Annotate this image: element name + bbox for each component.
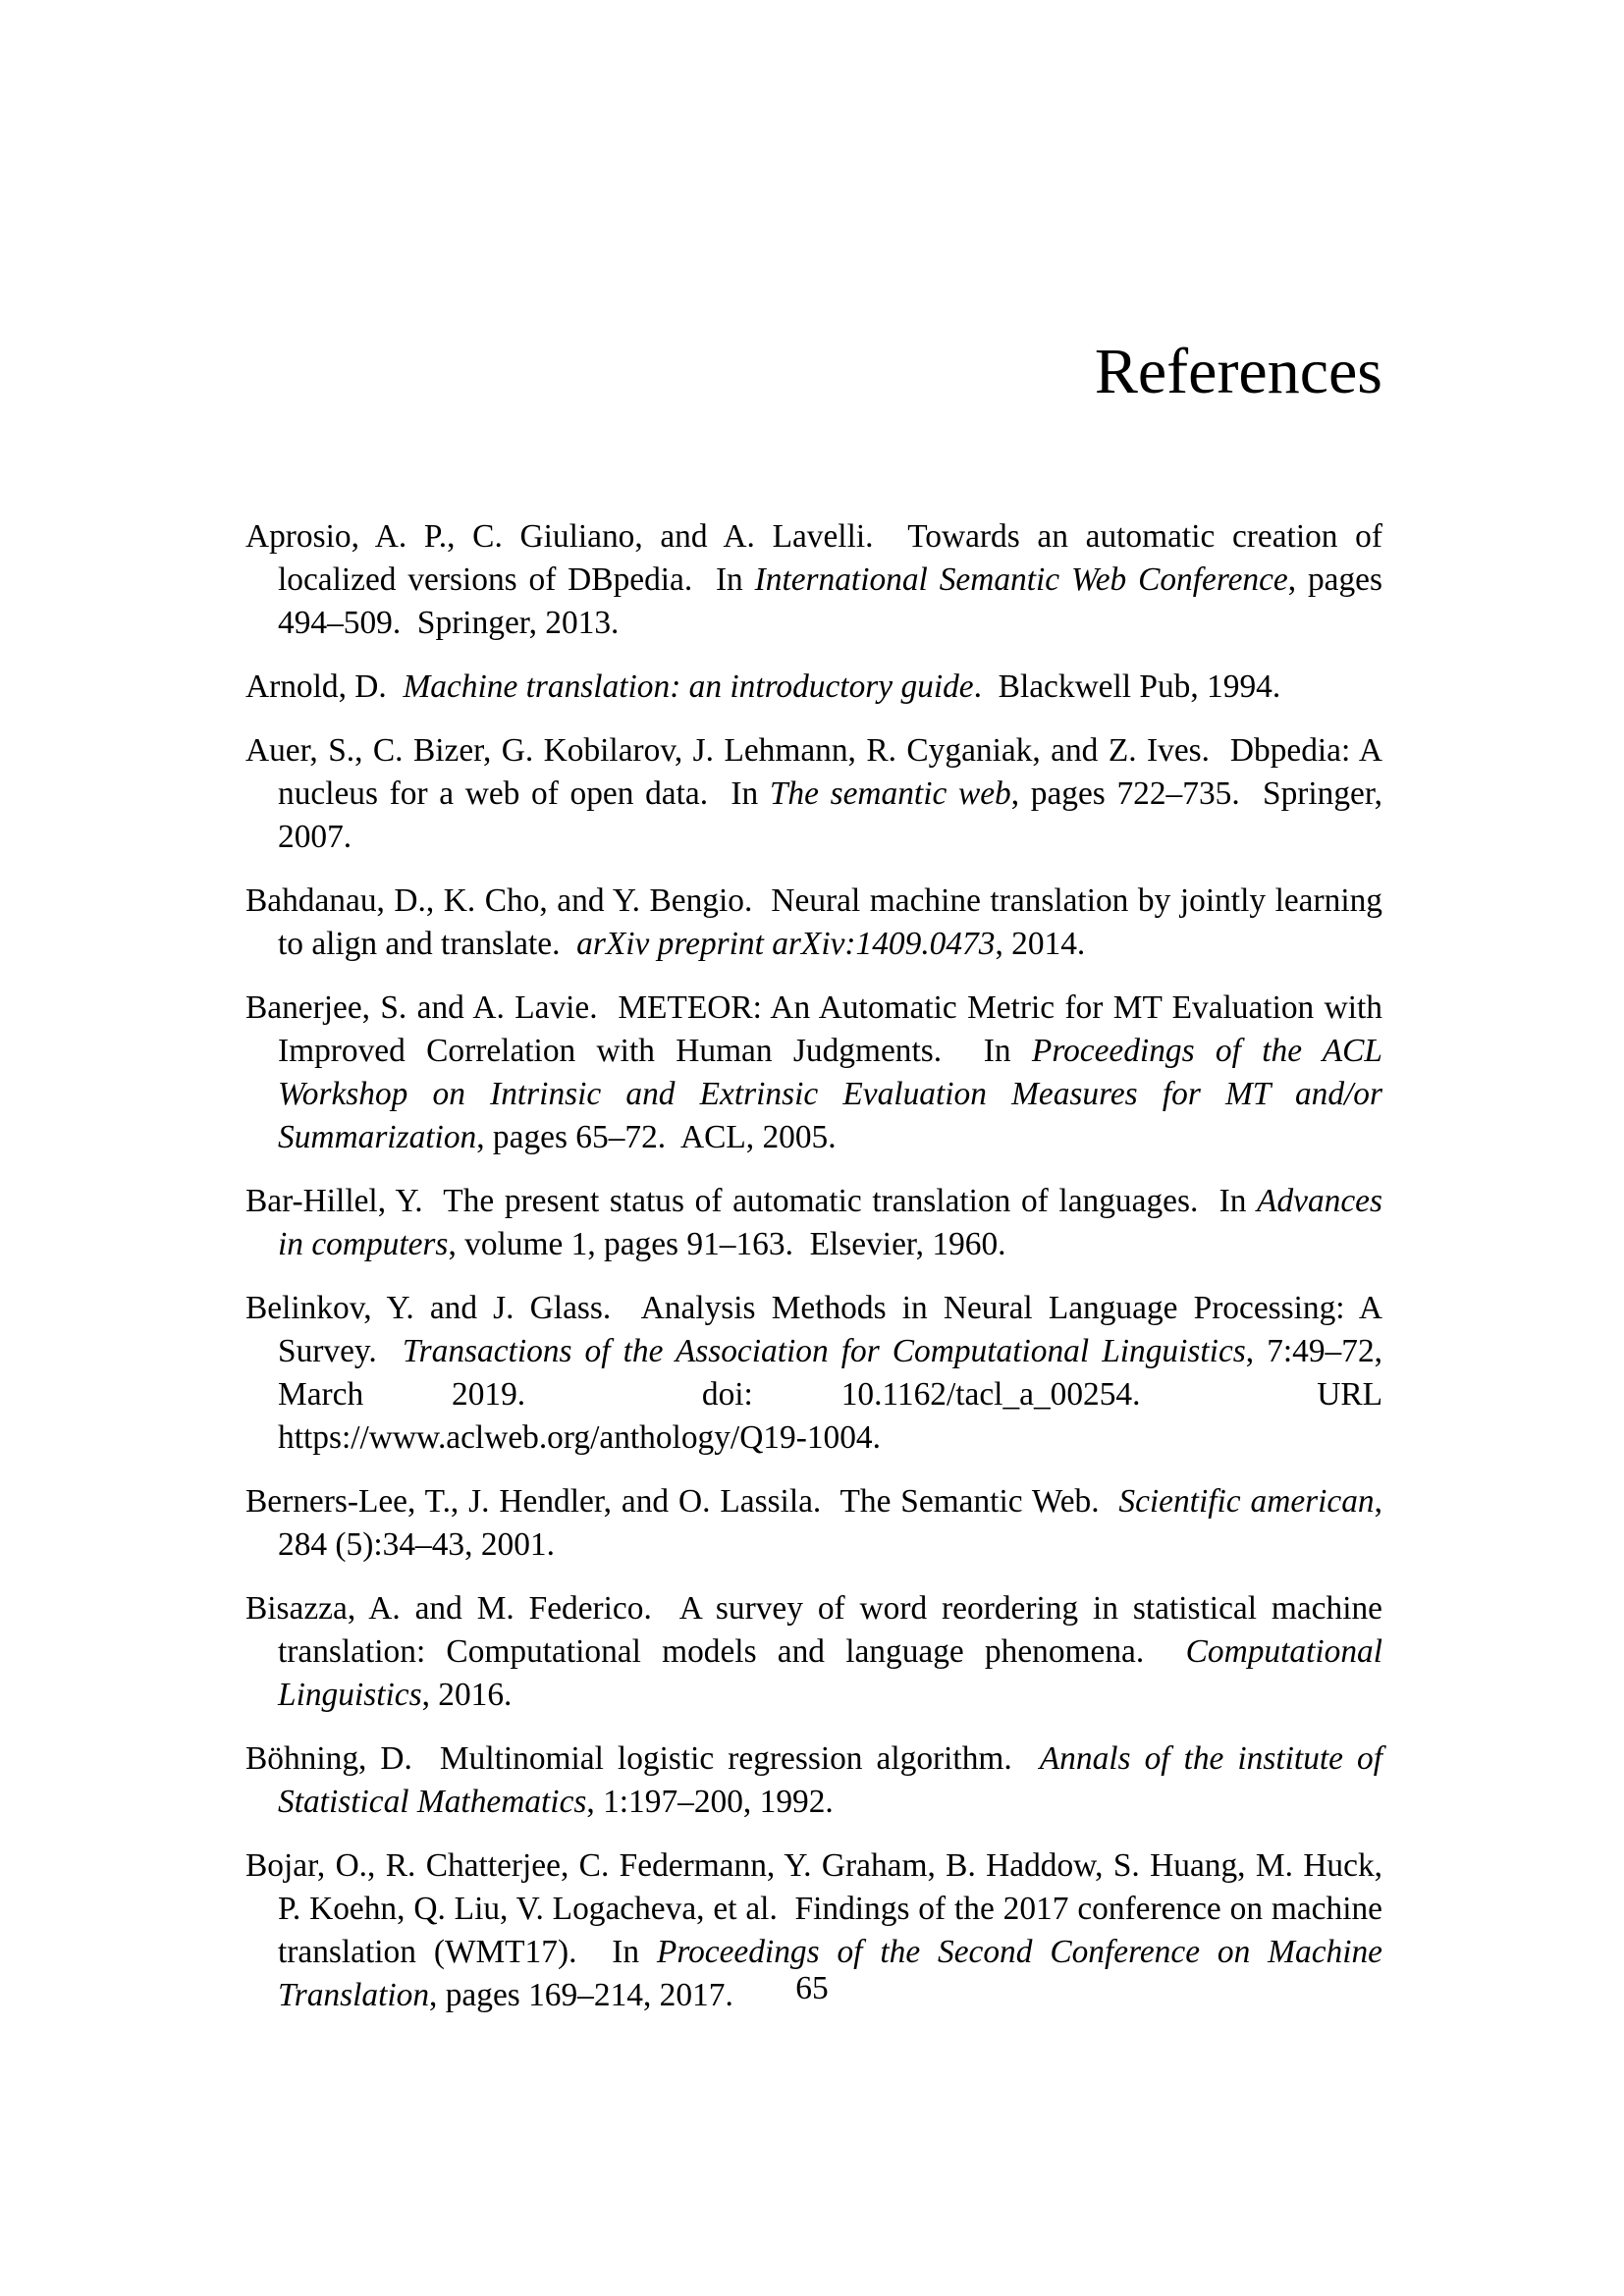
reference-text: , volume 1, pages 91–163. Elsevier, 1960. — [448, 1226, 1006, 1263]
reference-work-title: Annals of the institute of Statistical Mathematics — [278, 1740, 1391, 1821]
reference-text: Arnold, D. — [245, 668, 404, 706]
reference-text: Belinkov, Y. and J. Glass. Analysis Methods in Neural Language Processing: A Survey. — [245, 1290, 1391, 1370]
reference-text: , 284 (5):34–43, 2001. — [278, 1483, 1391, 1564]
reference-work-title: Computational Linguistics — [278, 1633, 1391, 1714]
reference-text: Bojar, O., R. Chatterjee, C. Federmann, Y. Graham, B. Haddow, S. Huang, M. Huck, P. Koehn, Q. Liu, V. Logacheva, et al. Findings of the 2017 conference on machine translation (WMT17). In — [245, 1847, 1391, 1971]
reference-work-title: Proceedings of the ACL Workshop on Intrinsic and Extrinsic Evaluation Measures for MT and/or Summarization — [278, 1033, 1391, 1156]
reference-entry — [245, 1587, 1391, 1717]
reference-text: , 7:49–72, March 2019. doi: 10.1162/tacl_a_00254. URL https://www.aclweb.org/anthology/Q19-1004. — [278, 1333, 1391, 1457]
text-column — [0, 338, 1624, 2017]
page-title: References — [1094, 336, 1382, 407]
reference-entry — [245, 515, 1391, 645]
reference-entry — [245, 666, 1382, 709]
reference-entry — [245, 987, 1391, 1159]
reference-text: , 2016. — [421, 1677, 513, 1714]
reference-text: , pages 494–509. Springer, 2013. — [278, 561, 1391, 642]
reference-text: Berners-Lee, T., J. Hendler, and O. Lassila. The Semantic Web. — [245, 1483, 1119, 1521]
reference-work-title: Proceedings of the Second Conference on Machine Translation — [278, 1934, 1391, 2014]
reference-text: Banerjee, S. and A. Lavie. METEOR: An Automatic Metric for MT Evaluation with Improved Correlation with Human Judgments. In — [245, 989, 1391, 1070]
reference-entry — [245, 880, 1391, 966]
reference-text: Bar-Hillel, Y. The present status of automatic translation of languages. In — [245, 1183, 1258, 1220]
reference-entry — [245, 729, 1391, 859]
reference-text: , pages 722–735. Springer, 2007. — [278, 775, 1391, 856]
reference-work-title: The semantic web — [769, 775, 1011, 813]
reference-text: Aprosio, A. P., C. Giuliano, and A. Lavelli. Towards an automatic creation of localized versions of DBpedia. In — [245, 518, 1391, 599]
reference-text: , pages 169–214, 2017. — [429, 1977, 733, 2014]
reference-work-title: International Semantic Web Conference — [754, 561, 1288, 599]
reference-work-title: Machine translation: an introductory guide — [403, 668, 974, 706]
reference-work-title: Scientific american — [1118, 1483, 1375, 1521]
reference-text: , pages 65–72. ACL, 2005. — [476, 1119, 837, 1156]
references-list — [245, 515, 1391, 2017]
page-number: 65 — [795, 1970, 829, 2006]
reference-text: . Blackwell Pub, 1994. — [973, 668, 1281, 706]
reference-entry — [245, 1480, 1391, 1567]
reference-work-title: arXiv preprint arXiv:1409.0473 — [576, 926, 996, 963]
reference-work-title: Advances in computers — [278, 1183, 1391, 1263]
reference-text: , 2014. — [995, 926, 1086, 963]
reference-text: Auer, S., C. Bizer, G. Kobilarov, J. Lehmann, R. Cyganiak, and Z. Ives. Dbpedia: A nucleus for a web of open data. In — [245, 732, 1391, 813]
reference-work-title: Transactions of the Association for Computational Linguistics — [402, 1333, 1246, 1370]
reference-entry — [245, 1287, 1391, 1460]
reference-text: Bisazza, A. and M. Federico. A survey of word reordering in statistical machine translation: Computational models and language phenomena. — [245, 1590, 1391, 1671]
reference-text: Böhning, D. Multinomial logistic regression algorithm. — [245, 1740, 1040, 1778]
reference-text: Bahdanau, D., K. Cho, and Y. Bengio. Neural machine translation by jointly learning to align and translate. — [245, 882, 1391, 963]
reference-entry — [245, 1737, 1391, 1824]
reference-entry — [245, 1180, 1391, 1266]
reference-text: , 1:197–200, 1992. — [586, 1784, 834, 1821]
